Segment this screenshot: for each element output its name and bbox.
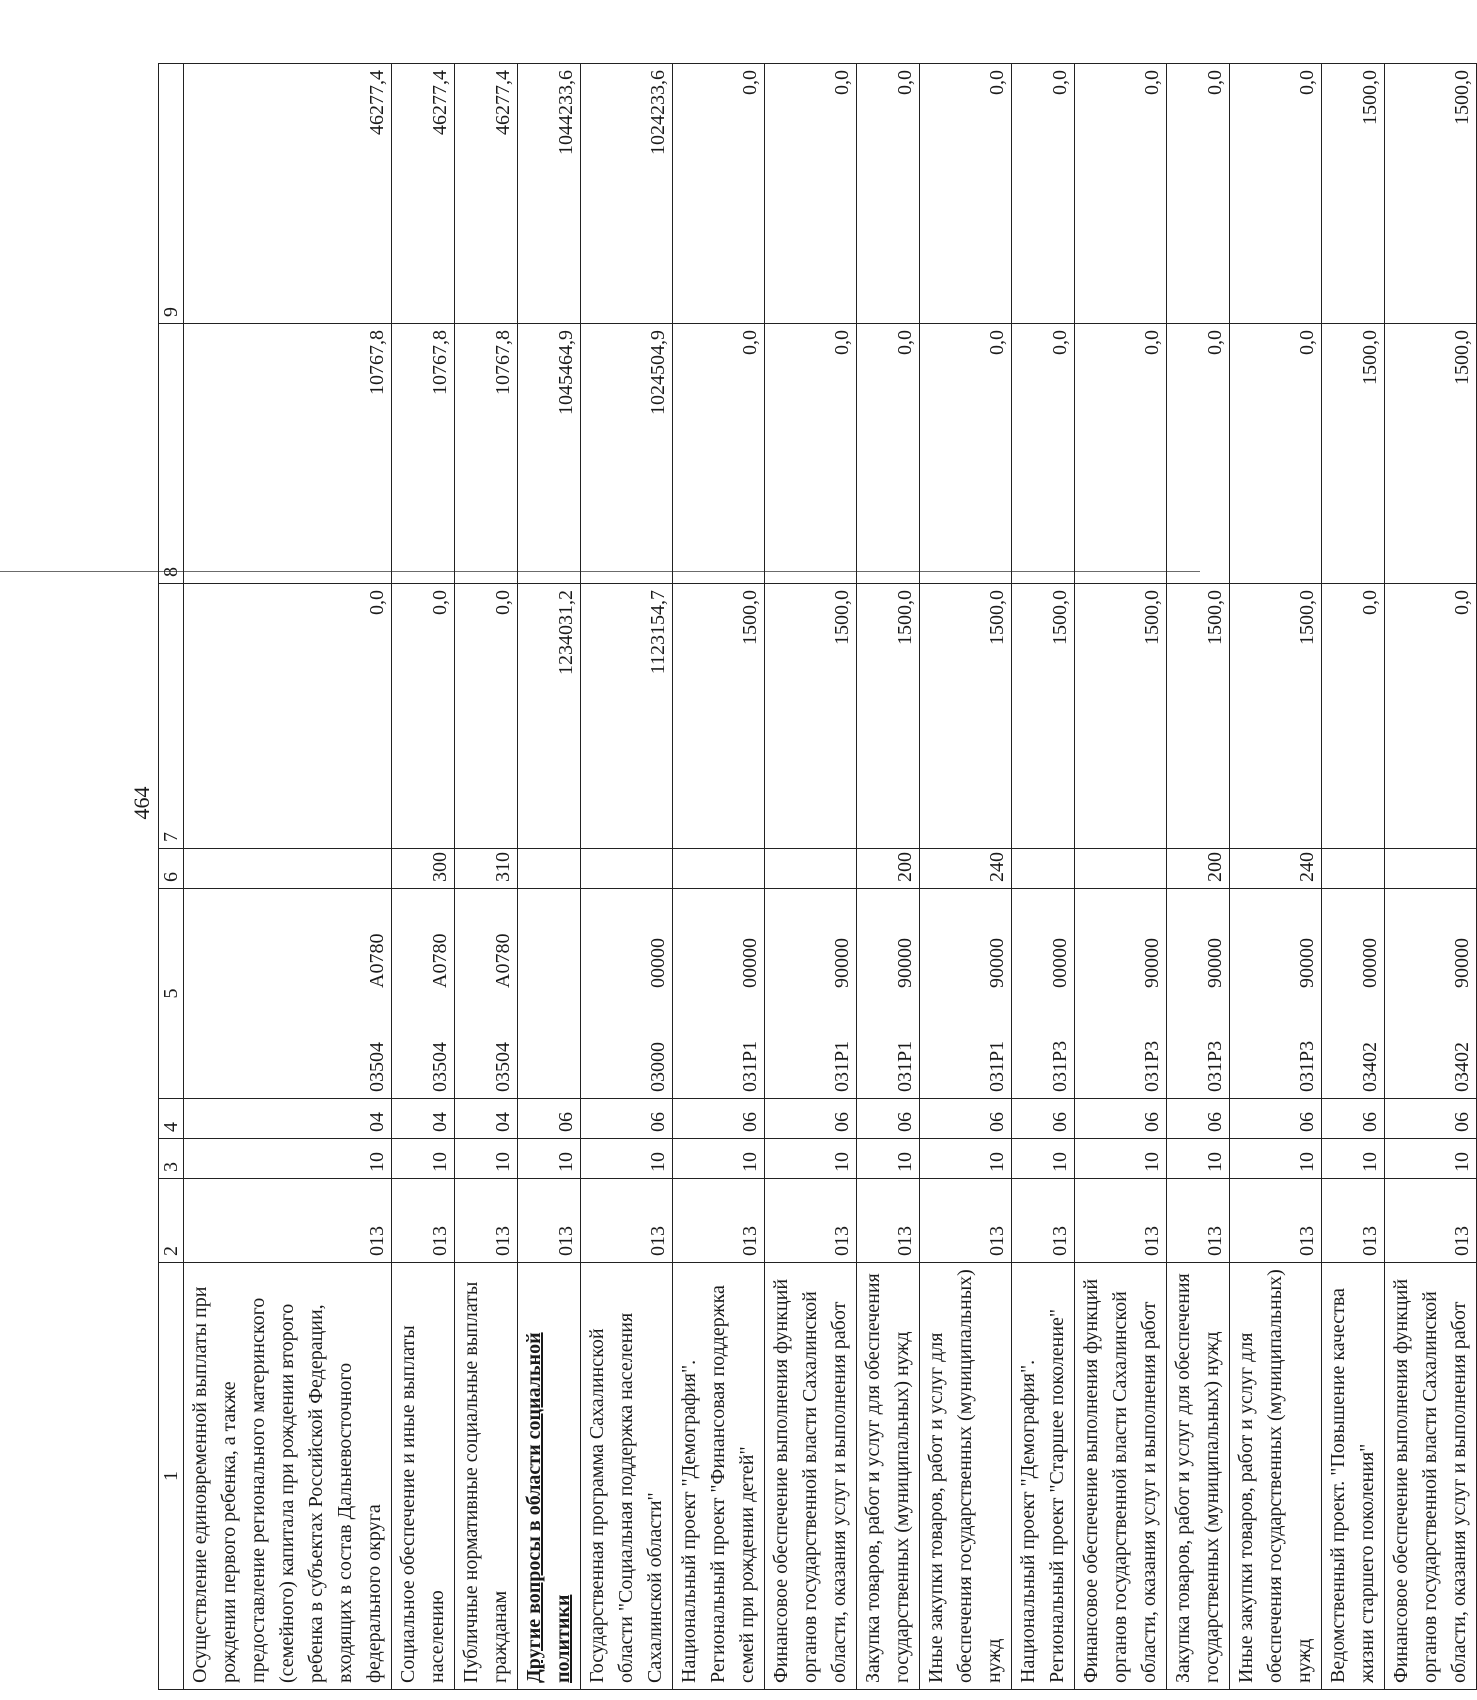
table-row: [920, 64, 1012, 1690]
row-description: Закупка товаров, работ и услуг для обеспечения государственных (муниципальных) нужд: [857, 1263, 920, 1690]
row-amount-col7: 1500,0: [673, 584, 765, 849]
col-header-8: 8: [159, 324, 184, 584]
row-section: 10: [920, 1139, 1012, 1179]
row-target-article: [184, 889, 392, 1099]
row-amount-col7: 1500,0: [1230, 584, 1322, 849]
row-amount-col8: 0,0: [1012, 324, 1075, 584]
row-amount-col8: 10767,8: [455, 324, 518, 584]
row-admin-code: 013: [765, 1179, 857, 1263]
row-subsection: 06: [857, 1099, 920, 1139]
row-amount-col8: 0,0: [673, 324, 765, 584]
col-header-5: 5: [159, 889, 184, 1099]
budget-table: [158, 63, 1477, 1690]
row-expense-type: [1075, 849, 1167, 889]
row-amount-col7: 0,0: [184, 584, 392, 849]
row-expense-type: [765, 849, 857, 889]
target-article-direction: 00000: [1359, 938, 1381, 988]
row-expense-type: 310: [455, 849, 518, 889]
row-section: 10: [765, 1139, 857, 1179]
row-amount-col9: 0,0: [857, 64, 920, 324]
row-description: Финансовое обеспечение выполнения функций органов государственной власти Сахалинской области, оказания услуг и выполнения работ: [765, 1263, 857, 1690]
row-amount-col7: 1500,0: [857, 584, 920, 849]
row-amount-col8: 0,0: [920, 324, 1012, 584]
row-target-article: [765, 889, 857, 1099]
row-admin-code: 013: [184, 1179, 392, 1263]
row-expense-type: [518, 849, 581, 889]
row-amount-col8: 1045464,9: [518, 324, 581, 584]
row-amount-col8: 0,0: [1167, 324, 1230, 584]
row-subsection: 06: [920, 1099, 1012, 1139]
row-amount-col7: 1500,0: [1075, 584, 1167, 849]
row-admin-code: 013: [1075, 1179, 1167, 1263]
row-section: 10: [673, 1139, 765, 1179]
row-amount-col9: 0,0: [673, 64, 765, 324]
row-subsection: 06: [1167, 1099, 1230, 1139]
row-section: 10: [1322, 1139, 1385, 1179]
row-subsection: 06: [581, 1099, 673, 1139]
table-row: [857, 64, 920, 1690]
row-section: 10: [857, 1139, 920, 1179]
row-description: Социальное обеспечение и иные выплаты населению: [392, 1263, 455, 1690]
row-amount-col9: 0,0: [1075, 64, 1167, 324]
row-admin-code: 013: [1012, 1179, 1075, 1263]
rotated-page: [128, 64, 1473, 1690]
row-admin-code: 013: [1167, 1179, 1230, 1263]
page-number: 464: [129, 786, 154, 820]
target-article-program: 031Р1: [894, 1040, 916, 1092]
row-subsection: 06: [1012, 1099, 1075, 1139]
row-amount-col9: 0,0: [920, 64, 1012, 324]
row-subsection: 06: [1385, 1099, 1477, 1139]
row-expense-type: [1322, 849, 1385, 889]
row-amount-col7: 0,0: [1322, 584, 1385, 849]
row-amount-col8: 0,0: [1075, 324, 1167, 584]
row-expense-type: [581, 849, 673, 889]
row-target-article: [1385, 889, 1477, 1099]
row-section: 10: [1012, 1139, 1075, 1179]
table-row: [1385, 64, 1477, 1690]
row-description: Иные закупки товаров, работ и услуг для обеспечения государственных (муниципальных) нужд: [1230, 1263, 1322, 1690]
row-target-article: [1322, 889, 1385, 1099]
row-amount-col7: 1500,0: [920, 584, 1012, 849]
row-admin-code: 013: [1322, 1179, 1385, 1263]
table-row: [765, 64, 857, 1690]
col-header-6: 6: [159, 849, 184, 889]
row-target-article: [1075, 889, 1167, 1099]
row-target-article: [1230, 889, 1322, 1099]
row-expense-type: 300: [392, 849, 455, 889]
target-article-program: 031Р3: [1049, 1040, 1071, 1092]
row-amount-col9: 1500,0: [1322, 64, 1385, 324]
row-expense-type: 240: [920, 849, 1012, 889]
target-article-direction: 90000: [1141, 938, 1163, 988]
col-header-7: 7: [159, 584, 184, 849]
row-subsection: 06: [765, 1099, 857, 1139]
table-row: [1012, 64, 1075, 1690]
target-article-direction: 90000: [831, 938, 853, 988]
row-description: Ведомственный проект. "Повышение качества жизни старшего поколения": [1322, 1263, 1385, 1690]
row-amount-col9: 1500,0: [1385, 64, 1477, 324]
row-amount-col8: 1024504,9: [581, 324, 673, 584]
target-article-direction: А0780: [492, 933, 514, 988]
target-article-program: 031Р3: [1204, 1040, 1226, 1092]
row-amount-col8: 10767,8: [184, 324, 392, 584]
row-section: 10: [1075, 1139, 1167, 1179]
row-amount-col8: 1500,0: [1322, 324, 1385, 584]
row-admin-code: 013: [857, 1179, 920, 1263]
row-description: Финансовое обеспечение выполнения функций органов государственной власти Сахалинской области, оказания услуг и выполнения работ: [1075, 1263, 1167, 1690]
row-target-article: [518, 889, 581, 1099]
row-target-article: [857, 889, 920, 1099]
row-subsection: 04: [184, 1099, 392, 1139]
row-section: 10: [1385, 1139, 1477, 1179]
row-amount-col7: 1500,0: [1167, 584, 1230, 849]
row-section: 10: [184, 1139, 392, 1179]
row-expense-type: 200: [1167, 849, 1230, 889]
row-subsection: 06: [1075, 1099, 1167, 1139]
target-article-direction: 00000: [739, 938, 761, 988]
row-amount-col9: 46277,4: [392, 64, 455, 324]
row-description: Осуществление единовременной выплаты при рождении первого ребенка, а также предоставление регионального материнского (семейного) капитала при рождении второго ребенка в субъектах Российской Федерации, входящих в состав Дальневосточного федерального округа: [184, 1263, 392, 1690]
row-amount-col8: 0,0: [765, 324, 857, 584]
target-article-direction: 90000: [986, 938, 1008, 988]
row-description: Национальный проект "Демография". Региональный проект "Старшее поколение": [1012, 1263, 1075, 1690]
row-description: Национальный проект "Демография". Региональный проект "Финансовая поддержка семей при рождении детей": [673, 1263, 765, 1690]
row-expense-type: [184, 849, 392, 889]
row-admin-code: 013: [581, 1179, 673, 1263]
target-article-program: 03504: [492, 1042, 514, 1092]
row-section: 10: [1230, 1139, 1322, 1179]
target-article-program: 031Р3: [1296, 1040, 1318, 1092]
row-subsection: 04: [455, 1099, 518, 1139]
col-header-4: 4: [159, 1099, 184, 1139]
row-amount-col9: 46277,4: [455, 64, 518, 324]
col-header-1: 1: [159, 1263, 184, 1690]
table-row: [184, 64, 392, 1690]
row-amount-col8: 10767,8: [392, 324, 455, 584]
row-description: Закупка товаров, работ и услуг для обеспечения государственных (муниципальных) нужд: [1167, 1263, 1230, 1690]
row-description: Иные закупки товаров, работ и услуг для обеспечения государственных (муниципальных) нужд: [920, 1263, 1012, 1690]
row-description: Другие вопросы в области социальной политики: [518, 1263, 581, 1690]
col-header-9: 9: [159, 64, 184, 324]
row-amount-col9: 0,0: [1167, 64, 1230, 324]
target-article-program: 031Р3: [1141, 1040, 1163, 1092]
target-article-direction: 90000: [894, 938, 916, 988]
row-amount-col9: 0,0: [765, 64, 857, 324]
table-row: [1167, 64, 1230, 1690]
col-header-3: 3: [159, 1139, 184, 1179]
row-target-article: [1167, 889, 1230, 1099]
row-subsection: 06: [1230, 1099, 1322, 1139]
target-article-direction: 00000: [647, 938, 669, 988]
row-admin-code: 013: [920, 1179, 1012, 1263]
row-section: 10: [1167, 1139, 1230, 1179]
target-article-program: 03000: [647, 1042, 669, 1092]
row-expense-type: [673, 849, 765, 889]
row-target-article: [673, 889, 765, 1099]
target-article-program: 03504: [366, 1042, 388, 1092]
row-subsection: 06: [673, 1099, 765, 1139]
target-article-direction: 00000: [1049, 938, 1071, 988]
col-header-2: 2: [159, 1179, 184, 1263]
row-expense-type: 200: [857, 849, 920, 889]
row-amount-col8: 0,0: [1230, 324, 1322, 584]
target-article-program: 03402: [1451, 1042, 1473, 1092]
row-section: 10: [581, 1139, 673, 1179]
target-article-direction: А0780: [366, 933, 388, 988]
row-amount-col8: 1500,0: [1385, 324, 1477, 584]
row-target-article: [1012, 889, 1075, 1099]
row-amount-col7: 0,0: [1385, 584, 1477, 849]
row-admin-code: 013: [392, 1179, 455, 1263]
row-amount-col7: 1123154,7: [581, 584, 673, 849]
row-section: 10: [518, 1139, 581, 1179]
row-target-article: [581, 889, 673, 1099]
row-admin-code: 013: [455, 1179, 518, 1263]
table-row: [392, 64, 455, 1690]
row-subsection: 06: [518, 1099, 581, 1139]
row-amount-col9: 46277,4: [184, 64, 392, 324]
target-article-program: 031Р1: [986, 1040, 1008, 1092]
target-article-program: 03504: [429, 1042, 451, 1092]
row-description: Финансовое обеспечение выполнения функций органов государственной власти Сахалинской области, оказания услуг и выполнения работ: [1385, 1263, 1477, 1690]
row-admin-code: 013: [673, 1179, 765, 1263]
target-article-direction: 90000: [1451, 938, 1473, 988]
row-amount-col9: 0,0: [1012, 64, 1075, 324]
table-row: [581, 64, 673, 1690]
table-row: [1230, 64, 1322, 1690]
row-admin-code: 013: [1230, 1179, 1322, 1263]
table-row: [673, 64, 765, 1690]
target-article-direction: А0780: [429, 933, 451, 988]
row-amount-col7: 1234031,2: [518, 584, 581, 849]
row-target-article: [920, 889, 1012, 1099]
row-description: Государственная программа Сахалинской области "Социальная поддержка населения Сахалинской области": [581, 1263, 673, 1690]
row-expense-type: [1012, 849, 1075, 889]
row-target-article: [455, 889, 518, 1099]
row-amount-col7: 0,0: [392, 584, 455, 849]
row-amount-col9: 1044233,6: [518, 64, 581, 324]
row-subsection: 04: [392, 1099, 455, 1139]
row-amount-col7: 1500,0: [765, 584, 857, 849]
row-expense-type: 240: [1230, 849, 1322, 889]
row-target-article: [392, 889, 455, 1099]
row-amount-col9: 0,0: [1230, 64, 1322, 324]
target-article-direction: 90000: [1204, 938, 1226, 988]
table-row: [1075, 64, 1167, 1690]
row-subsection: 06: [1322, 1099, 1385, 1139]
table-row: [518, 64, 581, 1690]
row-admin-code: 013: [518, 1179, 581, 1263]
target-article-program: 031Р1: [739, 1040, 761, 1092]
row-expense-type: [1385, 849, 1477, 889]
target-article-direction: 90000: [1296, 938, 1318, 988]
table-row: [1322, 64, 1385, 1690]
target-article-program: 03402: [1359, 1042, 1381, 1092]
row-section: 10: [455, 1139, 518, 1179]
row-amount-col7: 1500,0: [1012, 584, 1075, 849]
row-amount-col9: 1024233,6: [581, 64, 673, 324]
header-row: [159, 64, 184, 1690]
target-article-program: 031Р1: [831, 1040, 853, 1092]
table-row: [455, 64, 518, 1690]
row-section: 10: [392, 1139, 455, 1179]
row-description: Публичные нормативные социальные выплаты гражданам: [455, 1263, 518, 1690]
row-admin-code: 013: [1385, 1179, 1477, 1263]
row-amount-col7: 0,0: [455, 584, 518, 849]
row-amount-col8: 0,0: [857, 324, 920, 584]
